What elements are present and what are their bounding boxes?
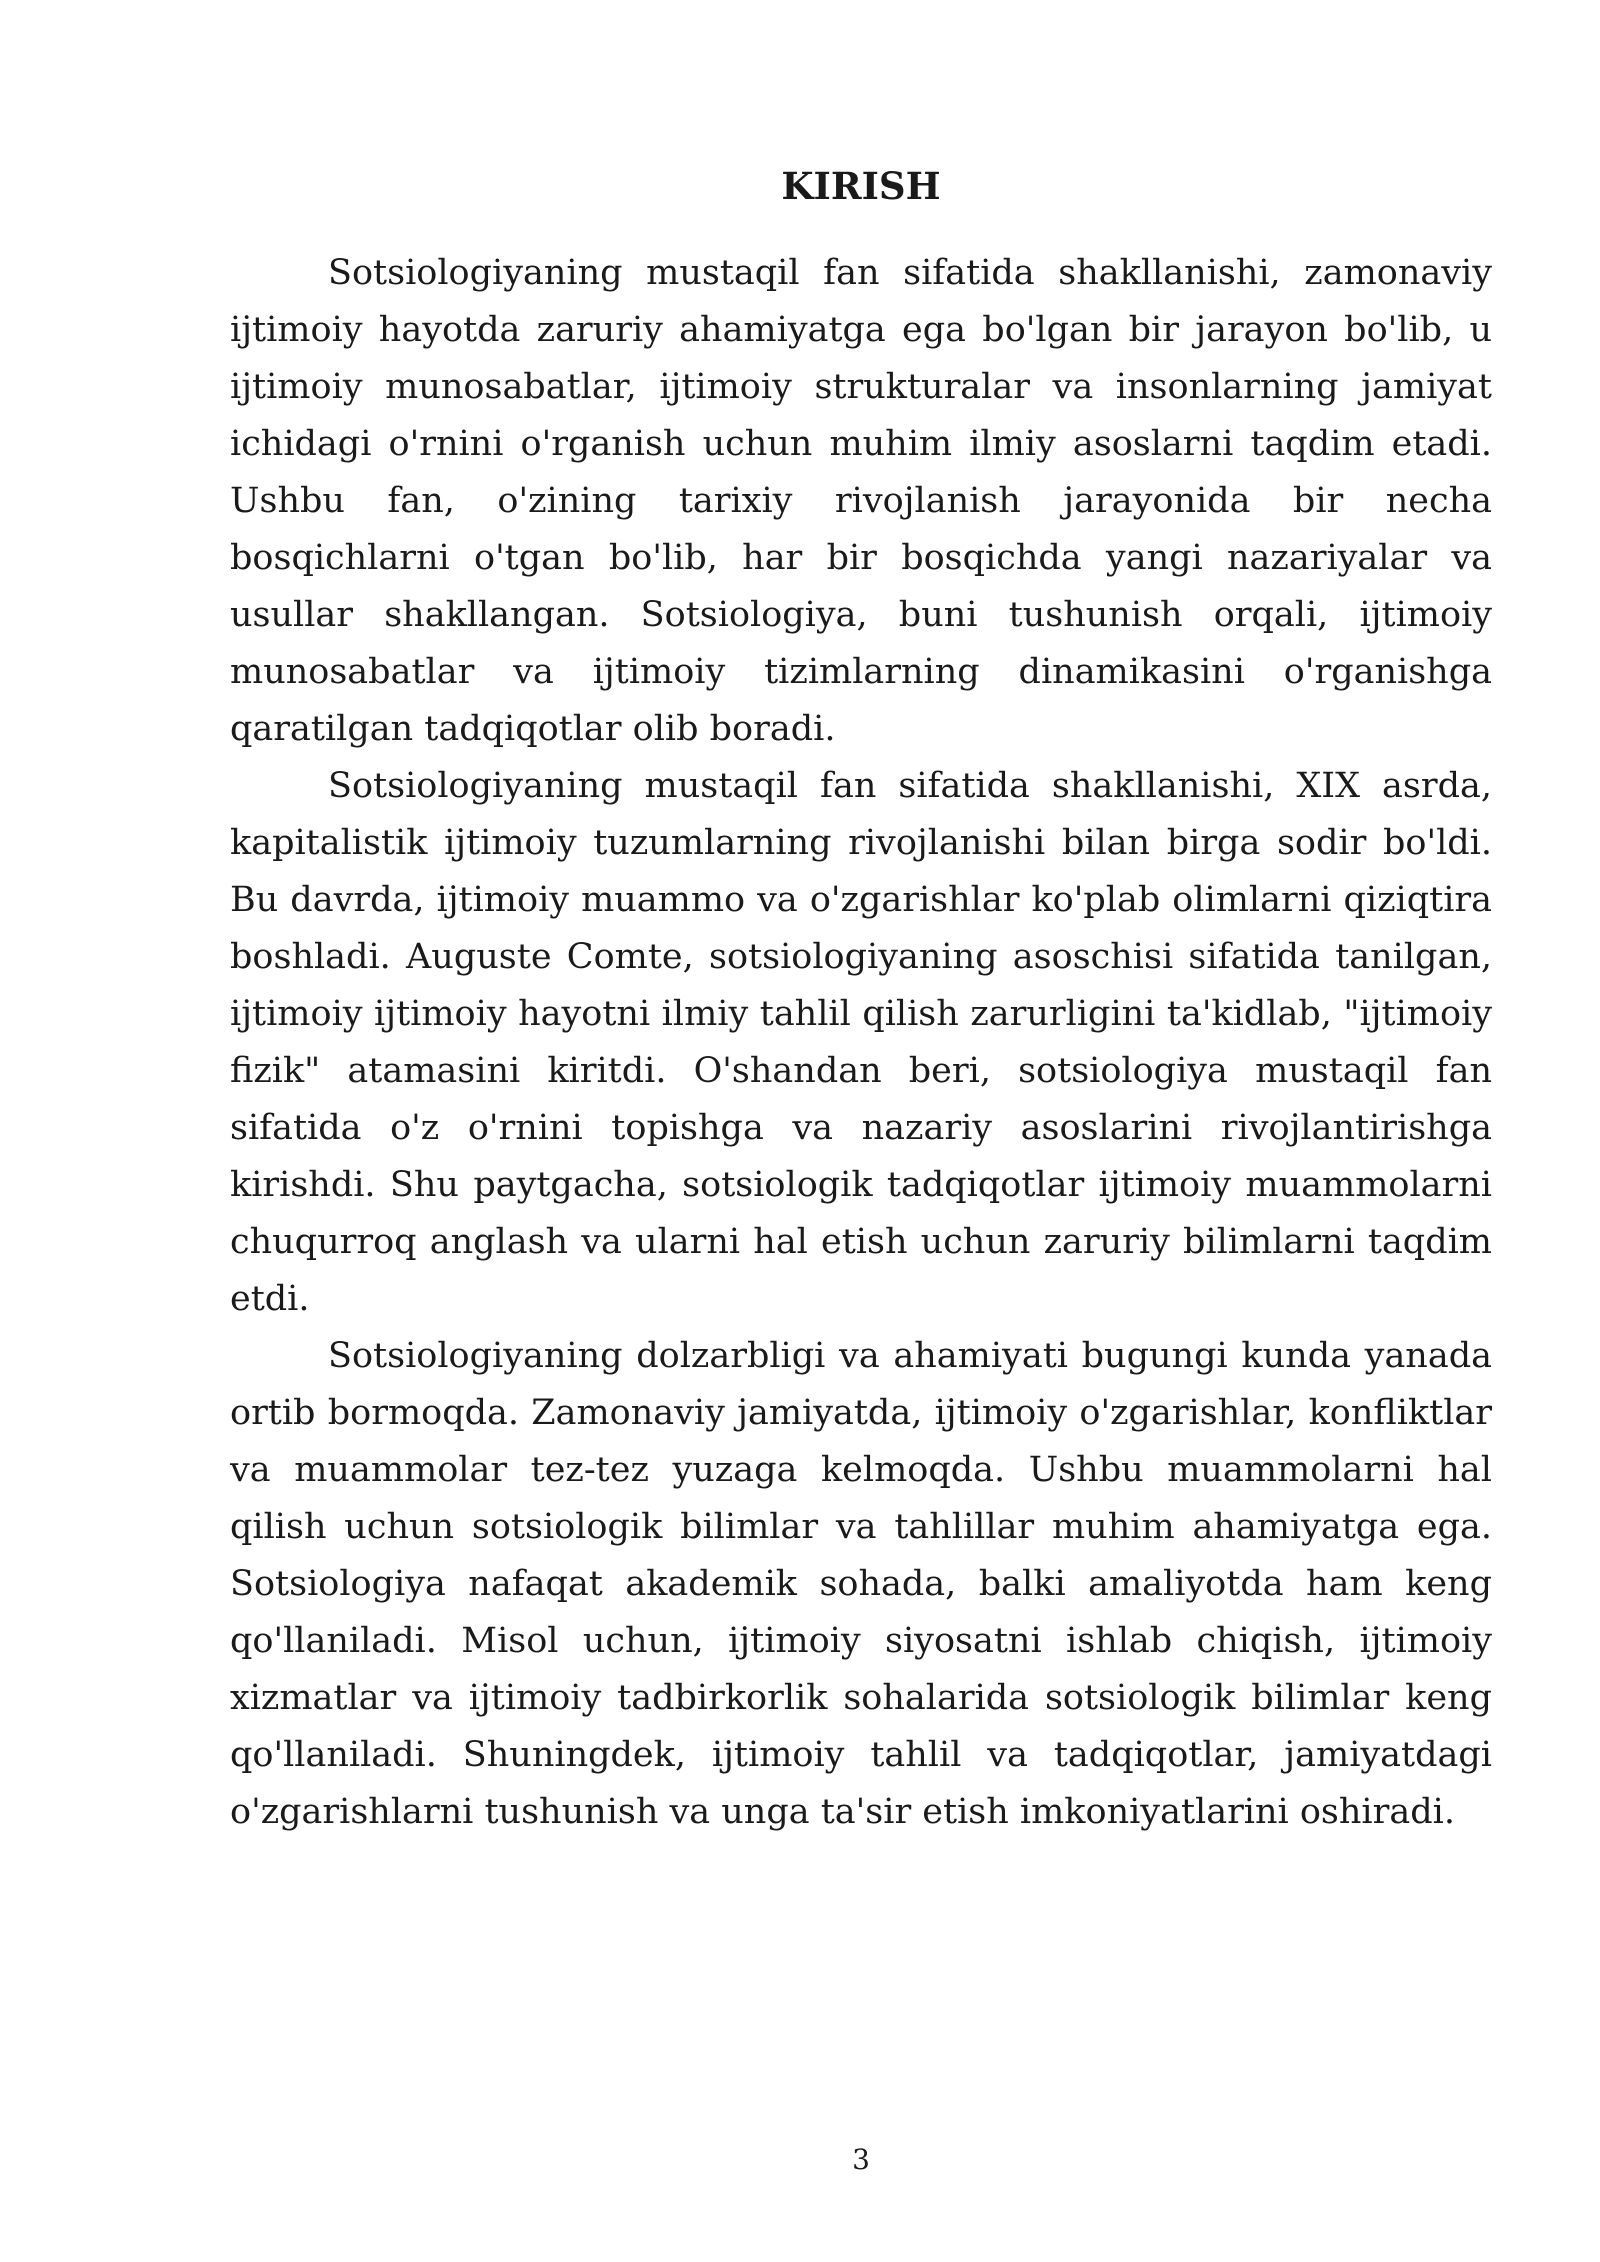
paragraph-2: Sotsiologiyaning mustaqil fan sifatida shakllanishi, XIX asrda, kapitalistik ijtimoiy tuzumlarning rivojlanishi bilan birga sodir bo'ldi. Bu davrda, ijtimoiy muammo va o'zgarishlar ko'plab olimlarni qiziqtira boshladi. Auguste Comte, sotsiologiyaning asoschisi sifatida tanilgan, ijtimoiy ijtimoiy hayotni ilmiy tahlil qilish zarurligini ta'kidlab, "ijtimoiy fizik" atamasini kiritdi. O'shandan beri, sotsiologiya mustaqil fan sifatida o'z o'rnini topishga va nazariy asoslarini rivojlantirishga kirishdi. Shu paytgacha, sotsiologik tadqiqotlar ijtimoiy muammolarni chuqurroq anglash va ularni hal etish uchun zaruriy bilimlarni taqdim etdi. [230,766,1492,1319]
paragraph-1: Sotsiologiyaning mustaqil fan sifatida shakllanishi, zamonaviy ijtimoiy hayotda zaruriy ahamiyatga ega bo'lgan bir jarayon bo'lib, u ijtimoiy munosabatlar, ijtimoiy strukturalar va insonlarning jamiyat ichidagi o'rnini o'rganish uchun muhim ilmiy asoslarni taqdim etadi. Ushbu fan, o'zining tarixiy rivojlanish jarayonida bir necha bosqichlarni o'tgan bo'lib, har bir bosqichda yangi nazariyalar va usullar shakllangan. Sotsiologiya, buni tushunish orqali, ijtimoiy munosabatlar va ijtimoiy tizimlarning dinamikasini o'rganishga qaratilgan tadqiqotlar olib boradi. [230,253,1492,749]
page-number: 3 [852,2143,870,2176]
page-title: KIRISH [781,164,941,208]
body-text [230,245,1492,1841]
paragraph-3: Sotsiologiyaning dolzarbligi va ahamiyati bugungi kunda yanada ortib bormoqda. Zamonaviy jamiyatda, ijtimoiy o'zgarishlar, konfliktlar va muammolar tez-tez yuzaga kelmoqda. Ushbu muammolarni hal qilish uchun sotsiologik bilimlar va tahlillar muhim ahamiyatga ega. Sotsiologiya nafaqat akademik sohada, balki amaliyotda ham keng qo'llaniladi. Misol uchun, ijtimoiy siyosatni ishlab chiqish, ijtimoiy xizmatlar va ijtimoiy tadbirkorlik sohalarida sotsiologik bilimlar keng qo'llaniladi. Shuningdek, ijtimoiy tahlil va tadqiqotlar, jamiyatdagi o'zgarishlarni tushunish va unga ta'sir etish imkoniyatlarini oshiradi. [230,1336,1492,1832]
